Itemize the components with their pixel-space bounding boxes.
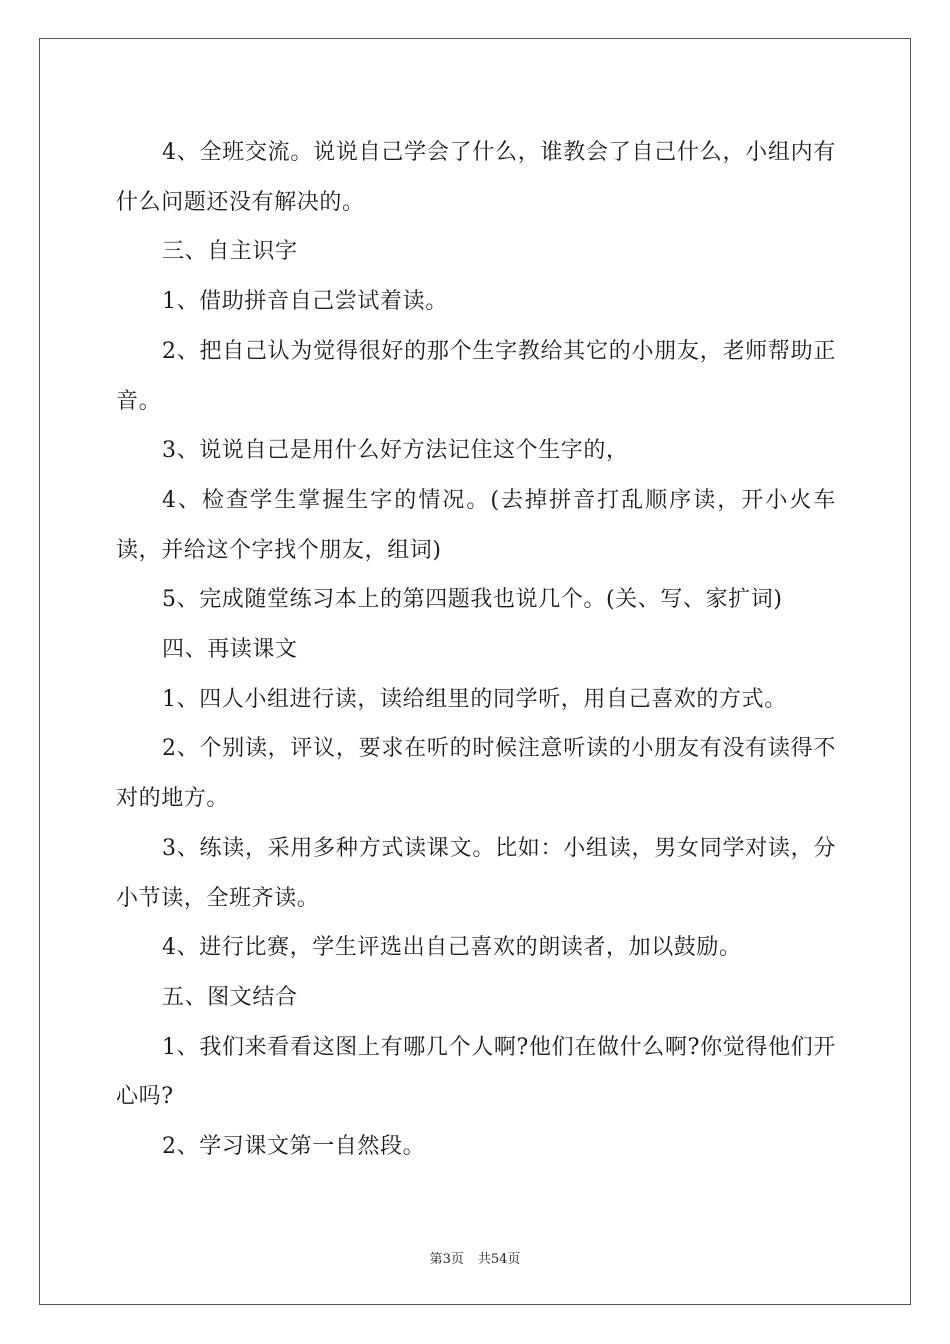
paragraph: 3、练读，采用多种方式读课文。比如：小组读，男女同学对读，分小节读，全班齐读。 (116, 835, 836, 911)
paragraph: 1、借助拼音自己尝试着读。 (162, 289, 448, 315)
paragraph: 1、四人小组进行读，读给组里的同学听，用自己喜欢的方式。 (162, 686, 787, 712)
page-footer (0, 1248, 950, 1267)
page-number: 第3页 (429, 1252, 464, 1267)
paragraph: 2、学习课文第一自然段。 (162, 1134, 426, 1160)
paragraph: 3、说说自己是用什么好方法记住这个生字的， (162, 438, 629, 464)
paragraph: 5、完成随堂练习本上的第四题我也说几个。(关、写、家扩词) (162, 587, 783, 613)
page-total: 共54页 (477, 1252, 521, 1267)
paragraph: 4、检查学生掌握生字的情况。(去掉拼音打乱顺序读，开小火车读，并给这个字找个朋友，组词) (116, 487, 836, 563)
paragraph: 1、我们来看看这图上有哪几个人啊?他们在做什么啊?你觉得他们开心吗? (116, 1034, 836, 1110)
paragraph: 4、全班交流。说说自己学会了什么，谁教会了自己什么，小组内有什么问题还没有解决的。 (116, 140, 836, 215)
paragraph: 4、进行比赛，学生评选出自己喜欢的朗读者，加以鼓励。 (162, 935, 742, 961)
section-heading: 五、图文结合 (162, 984, 298, 1010)
section-heading: 四、再读课文 (162, 637, 298, 663)
section-heading: 三、自主识字 (162, 239, 298, 265)
paragraph: 2、个别读，评议，要求在听的时候注意听读的小朋友有没有读得不对的地方。 (116, 736, 836, 812)
document-body (116, 128, 836, 1172)
paragraph: 2、把自己认为觉得很好的那个生字教给其它的小朋友，老师帮助正音。 (116, 338, 836, 414)
